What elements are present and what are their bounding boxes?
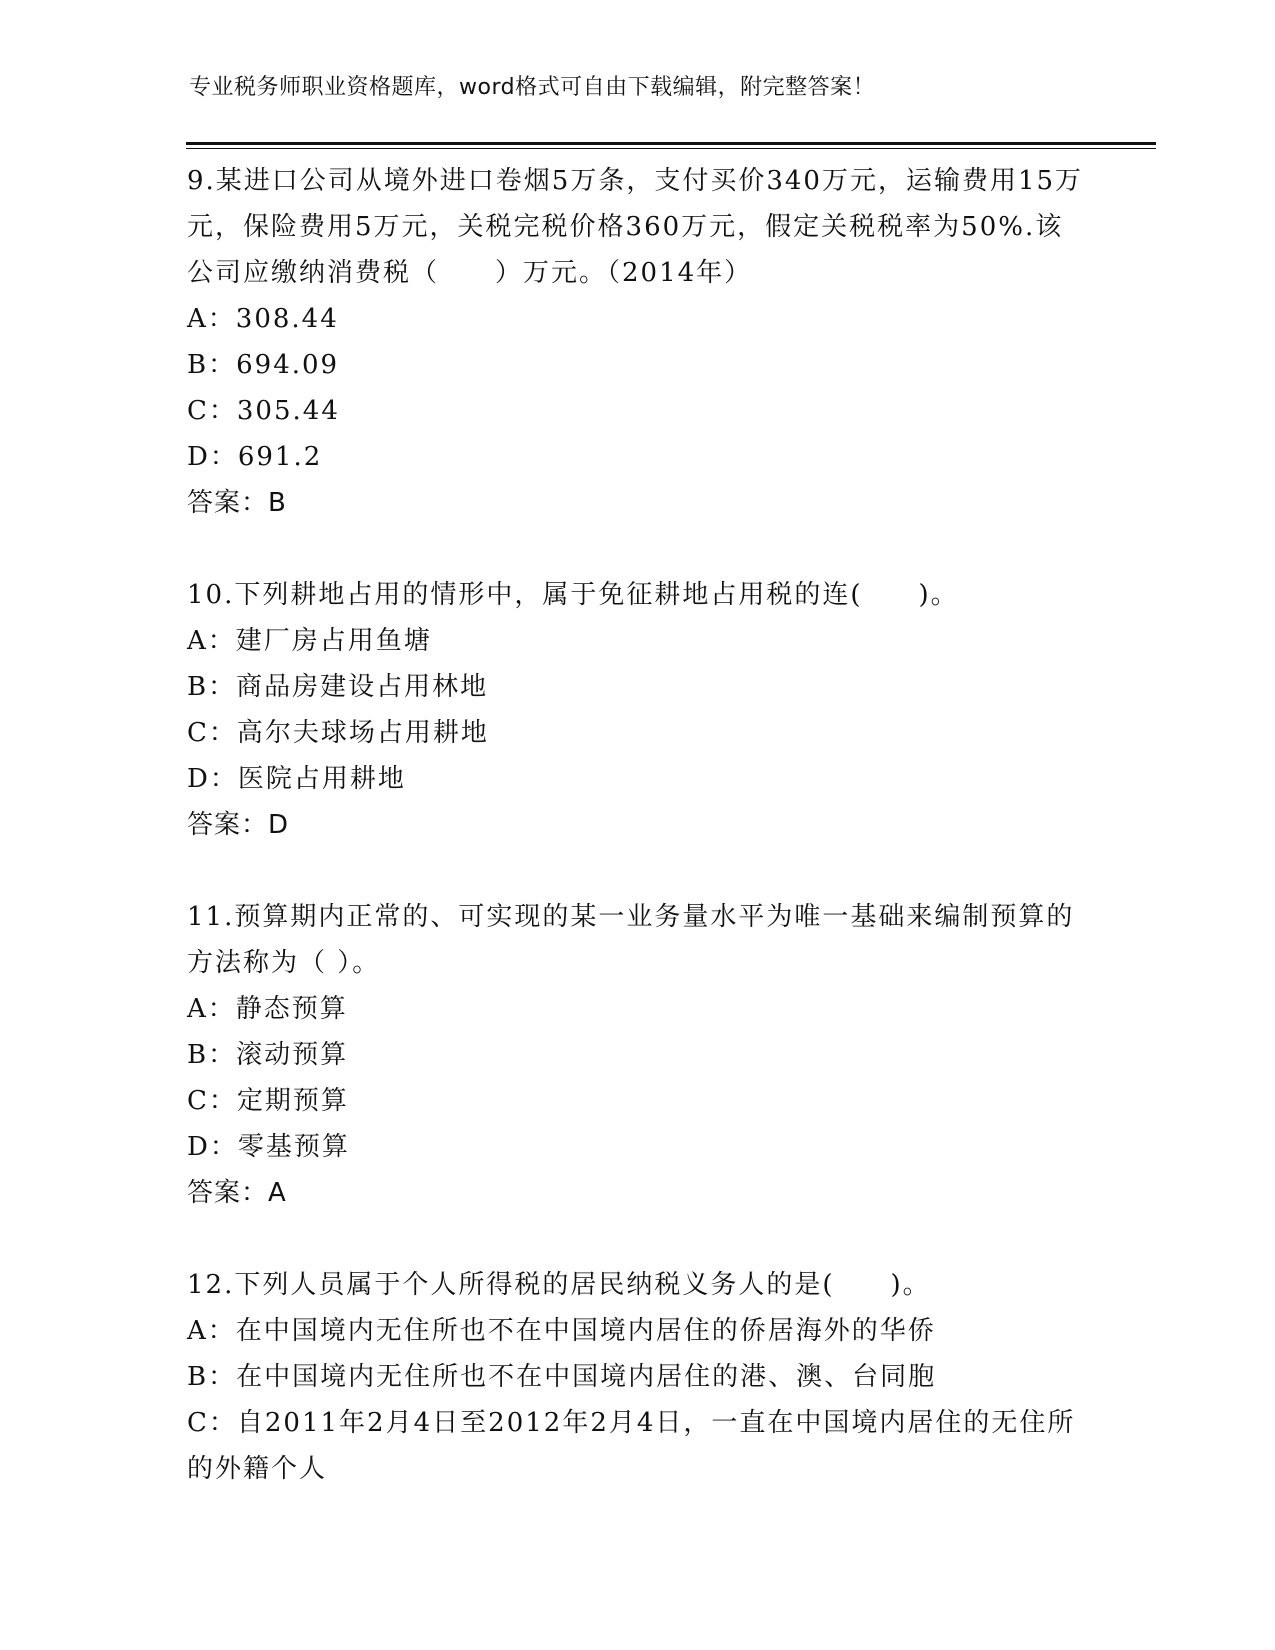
question-10: [187, 572, 1087, 848]
option-d: D：医院占用耕地: [187, 764, 406, 794]
answer-line: 答案：D: [187, 810, 290, 840]
option-a: A：建厂房占用鱼塘: [187, 626, 432, 656]
header-rule-thick: [186, 142, 1156, 145]
question-text: 11.预算期内正常的、可实现的某一业务量水平为唯一基础来编制预算的方法称为（ ）。: [187, 902, 1075, 978]
question-list: [187, 158, 1087, 1538]
question-text: 10.下列耕地占用的情形中，属于免征耕地占用税的连( )。: [187, 580, 959, 610]
option-b: B：在中国境内无住所也不在中国境内居住的港、澳、台同胞: [187, 1362, 937, 1392]
option-d: D：零基预算: [187, 1132, 350, 1162]
option-b: B：滚动预算: [187, 1040, 349, 1070]
option-a: A：308.44: [187, 304, 339, 334]
option-c: C：定期预算: [187, 1086, 349, 1116]
question-text: 9.某进口公司从境外进口卷烟5万条，支付买价340万元，运输费用15万元，保险费用5万元，关税完税价格360万元，假定关税税率为50%.该公司应缴纳消费税（ ）万元。（2014年）: [187, 166, 1084, 288]
option-a: A：在中国境内无住所也不在中国境内居住的侨居海外的华侨: [187, 1316, 936, 1346]
answer-line: 答案：B: [187, 488, 287, 518]
option-b: B：商品房建设占用林地: [187, 672, 489, 702]
question-9: [187, 158, 1087, 526]
question-11: [187, 894, 1087, 1216]
option-c: C：自2011年2月4日至2012年2月4日，一直在中国境内居住的无住所的外籍个人: [187, 1408, 1076, 1484]
option-b: B：694.09: [187, 350, 340, 380]
page-header: 专业税务师职业资格题库，word格式可自由下载编辑，附完整答案！: [189, 75, 876, 100]
question-text: 12.下列人员属于个人所得税的居民纳税义务人的是( )。: [187, 1270, 931, 1300]
header-rule-thin: [186, 148, 1156, 149]
option-c: C：305.44: [187, 396, 340, 426]
option-c: C：高尔夫球场占用耕地: [187, 718, 489, 748]
option-a: A：静态预算: [187, 994, 348, 1024]
answer-line: 答案：A: [187, 1178, 287, 1208]
question-12: [187, 1262, 1087, 1492]
option-d: D：691.2: [187, 442, 323, 472]
